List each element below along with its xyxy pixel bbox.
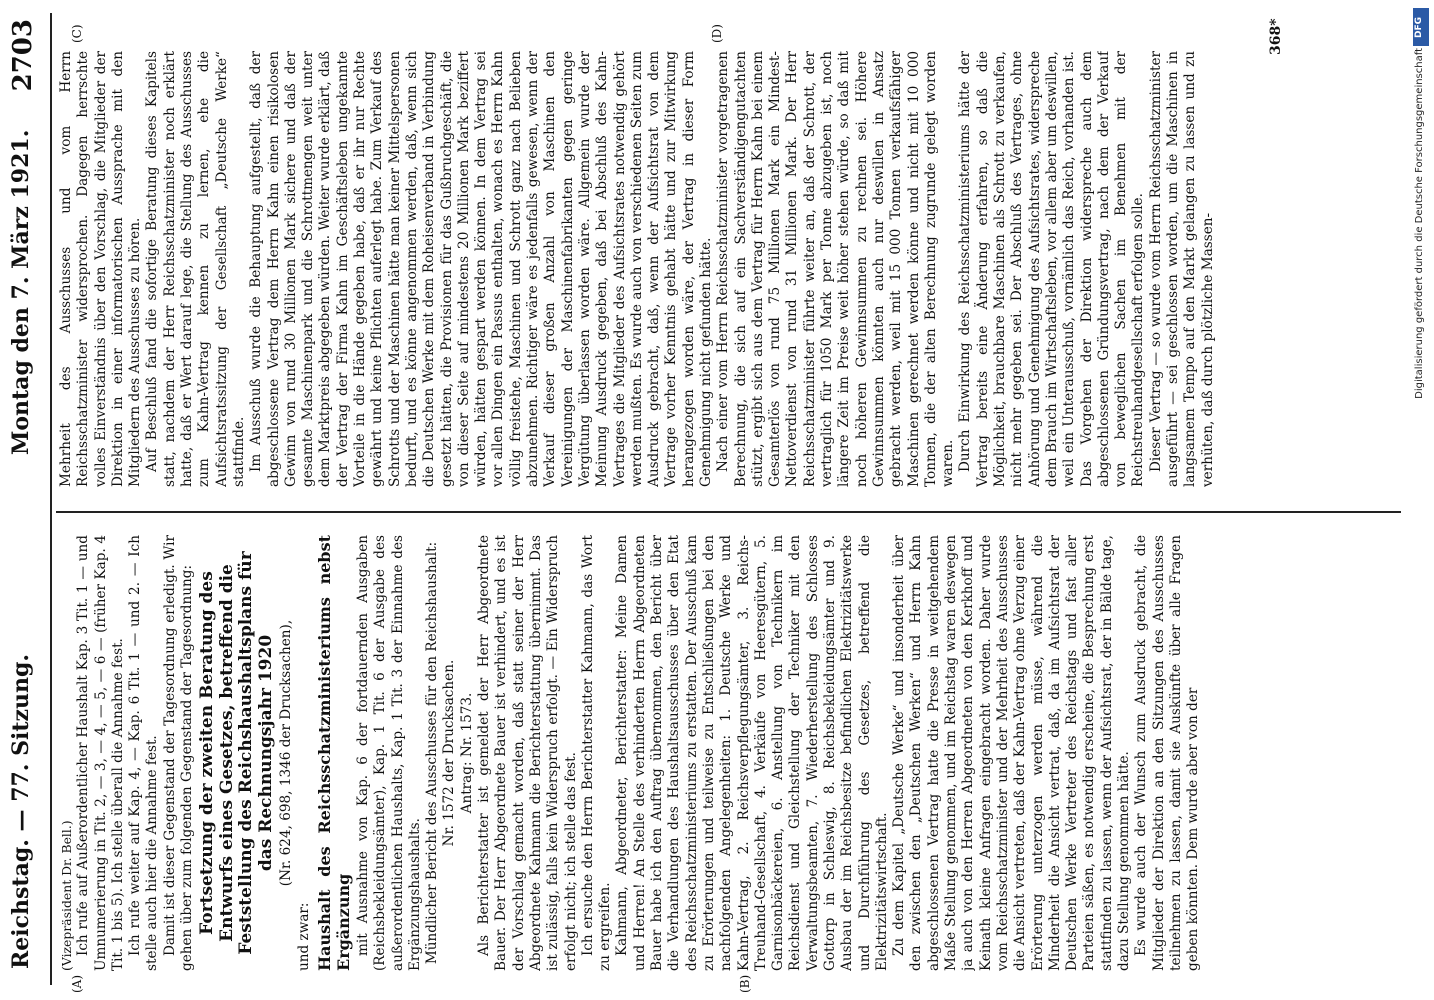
margin-mark-a: (A) [70,974,84,993]
dfg-credit-text: Digitalisierung gefördert durch die Deutsche Forschungsgemeinschaft [1414,48,1425,399]
paragraph: Antrag: Nr. 1573. [458,692,475,814]
section-heading: Haushalt des Reichsschatzministeriums nebst Ergänzung [314,535,353,971]
paragraph: Ich rufe weiter auf Kap. 4, — Kap. 6 Tit. 1 — und 2. — Ich stelle auch hier die Annahme fest. [127,535,161,971]
speaker-line: (Vizepräsident Dr. Bell.) [59,820,74,971]
paragraph: mit Ausnahme von Kap. 6 der fortdauernden Ausgaben (Reichsbekleidungsämter), Kap. 1 Tit. 6 der Ausgabe des außerordentlichen Haushalts, Kap. 1 Tit. 3 der Einnahme des Ergänzungshaushalts. [354,535,423,971]
paragraph: Es wurde auch der Wunsch zum Ausdruck gebracht, die Mitglieder der Direktion an den Sitzungen des Ausschusses teilnehmen zu lassen, damit sie Auskünfte über alle Fragen geben könnten. Dem wurde aber von der [1133,535,1202,971]
paragraph: Im Ausschuß wurde die Behauptung aufgestellt, daß der abgeschlossene Vertrag dem Herrn Kahn einen risikolosen Gewinn von rund 30 Millionen Mark sichere und daß der gesamte Maschinenpark und die Schrottmengen weit unter dem Marktpreis abgegeben würden. Weiter wurde erklärt, daß der Vertrag der Firma Kahn im Geschäftsleben ungekannte Vorteile in die Hände gegeben habe, daß er ihr nur Rechte gewährt und keine Pflichten auferlegt habe. Zum Verkauf des Schrotts und der Maschinen hätte man keiner Mittelspersonen bedurft, und es könne angenommen werden, daß, wenn sich die Deutschen Werke mit dem Roheisenverband in Verbindung gesetzt hätten, die Provisionen für das Gußbruchgeschäft, die von dieser Seite auf mindestens 20 Millionen Mark beziffert würden, hätten gespart werden können. In dem Vertrag sei vor allen Dingen ein Passus enthalten, wonach es Herrn Kahn völlig freistehe, Maschinen und Schrott ganz nach Belieben abzunehmen. Richtiger wäre es jedenfalls gewesen, wenn der Verkauf dieser großen Anzahl von Maschinen den Vereinigungen der Maschinenfabrikanten gegen geringe Vergütung überlassen worden wäre. Allgemein wurde der Meinung Ausdruck gegeben, daß bei Abschluß des Kahn-Vertrages die Mitglieder des Aufsichtsrates notwendig gehört werden mußten. Es wurde auch von verschiedenen Seiten zum Ausdruck gebracht, daß, wenn der Aufsichtsrat von dem Vertrage vorher Kenntnis gehabt hätte und zur Mitwirkung herangezogen worden wäre, der Vertrag in dieser Form Genehmigung nicht gefunden hätte. [248,51,714,487]
margin-mark-b: (B) [738,974,752,993]
margin-mark-c: (C) [70,24,84,43]
paragraph: Nach einer vom Herrn Reichsschatzminister vorgetragenen Berechnung, die sich auf ein Sachverständigengutachten stützt, ergibt sich aus dem Vertrag für Herrn Kahn bei einem Gesamterlös von rund 75 Millionen Mark ein Mindest-Nettoverdienst von rund 31 Millionen Mark. Der Herr Reichsschatzminister führte weiter an, daß der Schrott, der vertraglich für 1050 Mark per Tonne abzugeben ist, noch längere Zeit im Preise weit höher stehen würde, so daß mit noch höheren Gewinnsummen zu rechnen sei. Höhere Gewinnsummen könnten auch nur deswillen in Ansatz gebracht werden, weil mit 15 000 Tonnen verkaufsfähiger Maschinen gerechnet werden könne und nicht mit 10 000 Tonnen, die der alten Berechnung zugrunde gelegt worden waren. [715,51,957,487]
right-column [58,51,1398,487]
left-column [58,535,1408,971]
page-number: 2703 [8,19,38,92]
paragraph: Zu dem Kapitel „Deutsche Werke“ und insonderheit über den zwischen den „Deutschen Werken“ und Herrn Kahn abgeschlossenen Vertrag hatte die Presse in weitgehendem Maße Stellung genommen, und im Reichstag waren deswegen ja auch von den Herren Abgeordneten von den Kerkhoff und Keinath kleine Anfragen eingebracht worden. Daher wurde vom Reichsschatzminister und der Mehrheit des Ausschusses die Ansicht vertreten, daß der Kahn-Vertrag ohne Verzug einer Erörterung unterzogen werden müsse, während die Minderheit die Ansicht vertrat, daß, da im Aufsichtsrat der Deutschen Werke Vertreter des Reichstags und fast aller Parteien säßen, es notwendig erscheine, die Besprechung erst stattfinden zu lassen, wenn der Aufsichtsrat, der in Bälde tage, dazu Stellung genommen hätte. [891,535,1133,971]
margin-mark-d: (D) [710,24,724,43]
agenda-heading: Fortsetzung der zweiten Beratung des Entwurfs eines Gesetzes, betreffend die Feststellung des Reichshaushaltsplans für das Rechnungsjahr 1920 [197,551,276,955]
agenda-heading-reference: (Nr. 624, 698, 1346 der Drucksachen), [278,619,295,887]
paragraph: Durch Einwirkung des Reichsschatzministeriums hätte der Vertrag bereits eine Änderung erfahren, so daß die Möglichkeit, brauchbare Maschinen als Schrott zu verkaufen, nicht mehr gegeben sei. Der Abschluß des Vertrages, ohne Anhörung und Genehmigung des Aufsichtsrates, widerspreche dem Brauch im Wirtschaftsleben, vor allem aber um deswillen, weil ein Unterausschuß, vornämlich das Reich, vorhanden ist. Das Vorgehen der Direktion widerspreche auch dem abgeschlossenen Gründungsvertrag, nach dem der Verkauf von beweglichen Sachen im Benehmen mit der Reichstreuhandgesellschaft erfolgen solle. [957,51,1147,487]
paragraph: Kahmann, Abgeordneter, Berichterstatter: Meine Damen und Herren! An Stelle des verhinderten Herrn Abgeordneten Bauer habe ich den Auftrag übernommen, den Bericht über die Verhandlungen des Haushaltsausschusses über den Etat des Reichsschatzministeriums zu erstatten. Der Ausschuß kam zu Erörterungen und teilweise zu Entschließungen bei den nachfolgenden Angelegenheiten: 1. Deutsche Werke und Kahn-Vertrag, 2. Reichsverpflegungsämter, 3. Reichs-Treuhand-Gesellschaft, 4. Verkäufe von Heeresgütern, 5. Garnisonbäckereien, 6. Anstellung von Technikern im Reichsdienst und Gleichstellung der Techniker mit den Verwaltungsbeamten, 7. Wiederherstellung des Schlosses Gottorp in Schleswig, 8. Reichsbekleidungsämter und 9. Ausbau der im Reichsbesitze befindlichen Elektrizitätswerke und Durchführung des Gesetzes, betreffend die Elektrizitätswirtschaft. [614,535,890,971]
paragraph: und zwar: [295,902,312,971]
paragraph: Auf Beschluß fand die sofortige Beratung dieses Kapitels statt, nachdem der Herr Reichsschatzminister noch erklärt hatte, daß er Wert darauf lege, die Stellung des Ausschusses zum Kahn-Vertrag kennen zu lernen, ehe die Aufsichtsratssitzung der Gesellschaft „Deutsche Werke“ stattfinde. [144,51,247,487]
paragraph: Ich ersuche den Herrn Berichterstatter Kahmann, das Wort zu ergreifen. [579,535,614,971]
header-date: Montag den 7. März 1921. [8,129,34,455]
signature-number: 368* [1268,18,1284,55]
paragraph: Damit ist dieser Gegenstand der Tagesordnung erledigt. Wir gehen über zum folgenden Gegenstand der Tagesordnung: [161,535,196,971]
paragraph: Ich rufe auf Außerordentlicher Haushalt Kap. 3 Tit. 1 — und Umnumerierung in Tit. 2, — 3, — 4, — 5, — 6 — (früher Kap. 4 Tit. 1 bis 5). Ich stelle überall die Annahme fest. [75,535,126,971]
column-divider [56,511,1401,513]
paragraph: Dieser Vertrag — so wurde vom Herrn Reichsschatzminister ausgeführt — sei geschlossen worden, um die Maschinen in langsamem Tempo auf den Markt gelangen zu lassen und zu verhüten, daß durch plötzliche Massen- [1147,51,1216,487]
header-rule [50,13,52,985]
dfg-logo: DFG [1413,8,1429,46]
dfg-side-note [1412,6,1432,996]
page-header [0,5,48,995]
rotated-page [0,5,1410,995]
paragraph: Mündlicher Bericht des Ausschusses für den Reichshaushalt: Nr. 1572 der Drucksachen. [424,541,458,965]
paragraph: Als Berichterstatter ist gemeldet der Herr Abgeordnete Bauer. Der Herr Abgeordnete Bauer ist verhindert, und es ist der Vorschlag gemacht worden, daß statt seiner der Herr Abgeordnete Kahmann die Berichterstattung übernimmt. Das ist zulässig, falls kein Widerspruch erfolgt. — Ein Widerspruch erfolgt nicht; ich stelle das fest. [476,535,579,971]
header-left: Reichstag. — 77. Sitzung. [8,653,34,969]
paragraph: Mehrheit des Ausschusses und vom Herrn Reichsschatzminister widersprochen. Dagegen herrschte volles Einverständnis über den Vorschlag, die Mitglieder der Direktion in einer informatorischen Aussprache mit den Mitgliedern des Ausschusses zu hören. [58,51,144,487]
